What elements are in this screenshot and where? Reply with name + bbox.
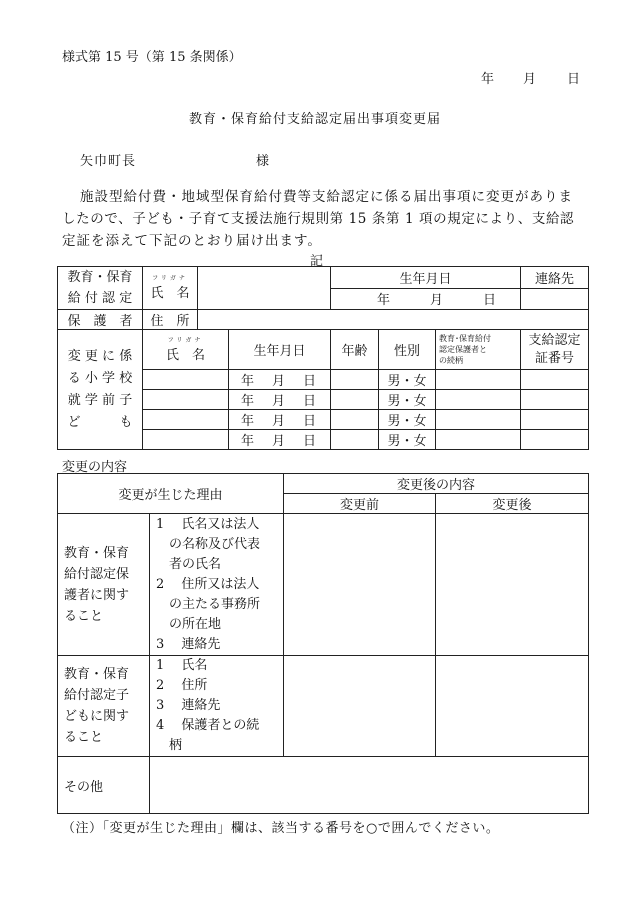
changes-table <box>57 473 589 814</box>
before-header: 変更前 <box>284 494 436 514</box>
date-day-label: 日 <box>567 72 581 87</box>
after-header: 変更後 <box>436 494 589 514</box>
child-age-label: 年齢 <box>331 330 379 370</box>
guardian-contact-value[interactable] <box>521 288 589 310</box>
table-row: 年 月 日 男・女 <box>58 370 589 390</box>
guardian-after-value[interactable] <box>436 514 589 656</box>
child-relation-label: 教育･保育給付 認定保護者と の続柄 <box>436 330 521 370</box>
child-birth-label: 生年月日 <box>229 330 331 370</box>
reason-header: 変更が生じた理由 <box>58 474 284 514</box>
child-before-value[interactable] <box>284 656 436 757</box>
table-row: 年 月 日 男・女 <box>58 410 589 430</box>
child-after-value[interactable] <box>436 656 589 757</box>
other-label: その他 <box>58 757 150 814</box>
guardian-name-label: フリガナ 氏 名 <box>143 267 198 310</box>
child-change-group: 教育・保育 給付認定子 どもに関す ること <box>58 656 150 757</box>
child-sex-label: 性別 <box>379 330 436 370</box>
after-content-header: 変更後の内容 <box>284 474 589 494</box>
guardian-change-items: 1 氏名又は法人 の名称及び代表 者の氏名 2 住所又は法人 の主たる事務所 の所在地 3 連絡先 <box>150 514 284 656</box>
child-furigana: フリガナ <box>167 336 204 344</box>
guardian-address-label: 住 所 <box>143 310 198 330</box>
guardian-contact-label: 連絡先 <box>521 267 589 289</box>
changes-section-label: 変更の内容 <box>62 460 128 475</box>
ki-label: 記 <box>310 254 324 269</box>
date-year-label: 年 <box>481 72 495 87</box>
intro-line-3: 定証を添えて下記のとおり届け出ます。 <box>62 233 322 249</box>
guardian-before-value[interactable] <box>284 514 436 656</box>
applicant-table <box>57 266 589 450</box>
child-name-label: フリガナ 氏 名 <box>143 330 229 370</box>
form-number: 様式第 15 号（第 15 条関係） <box>62 50 242 65</box>
intro-line-2: したので、子ども・子育て支援法施行規則第 15 条第 1 項の規定により、支給認 <box>62 211 575 227</box>
document-title: 教育・保育給付支給認定届出事項変更届 <box>188 112 441 127</box>
other-value[interactable] <box>150 757 589 814</box>
guardian-address-value[interactable] <box>198 310 589 330</box>
child-change-items: 1 氏名 2 住所 3 連絡先 4 保護者との続 柄 <box>150 656 284 757</box>
guardian-change-group: 教育・保育 給付認定保 護者に関す ること <box>58 514 150 656</box>
addressee-honorific: 様 <box>256 154 270 169</box>
table-row: 年 月 日 男・女 <box>58 390 589 410</box>
guardian-name-value[interactable] <box>198 267 331 310</box>
guardian-birth-label: 生年月日 <box>331 267 521 289</box>
guardian-furigana: フリガナ <box>152 275 188 282</box>
guardian-label-3: 保 護 者 <box>58 310 143 330</box>
children-label: 変 更 に 係 る 小 学 校 就 学 前 子 ど も <box>58 330 143 450</box>
child-cert-label: 支給認定 証番号 <box>521 330 589 370</box>
intro-line-1: 施設型給付費・地域型保育給付費等支給認定に係る届出事項に変更がありま <box>80 189 573 205</box>
table-row: 年 月 日 男・女 <box>58 430 589 450</box>
addressee-name: 矢巾町長 <box>80 154 137 169</box>
date-month-label: 月 <box>523 72 537 87</box>
note: （注）「変更が生じた理由」欄は、該当する番号を○で囲んでください。 <box>62 821 500 836</box>
guardian-birth-value[interactable]: 年 月 日 <box>331 288 521 310</box>
guardian-label: 教育・保育 給 付 認 定 <box>58 267 143 310</box>
